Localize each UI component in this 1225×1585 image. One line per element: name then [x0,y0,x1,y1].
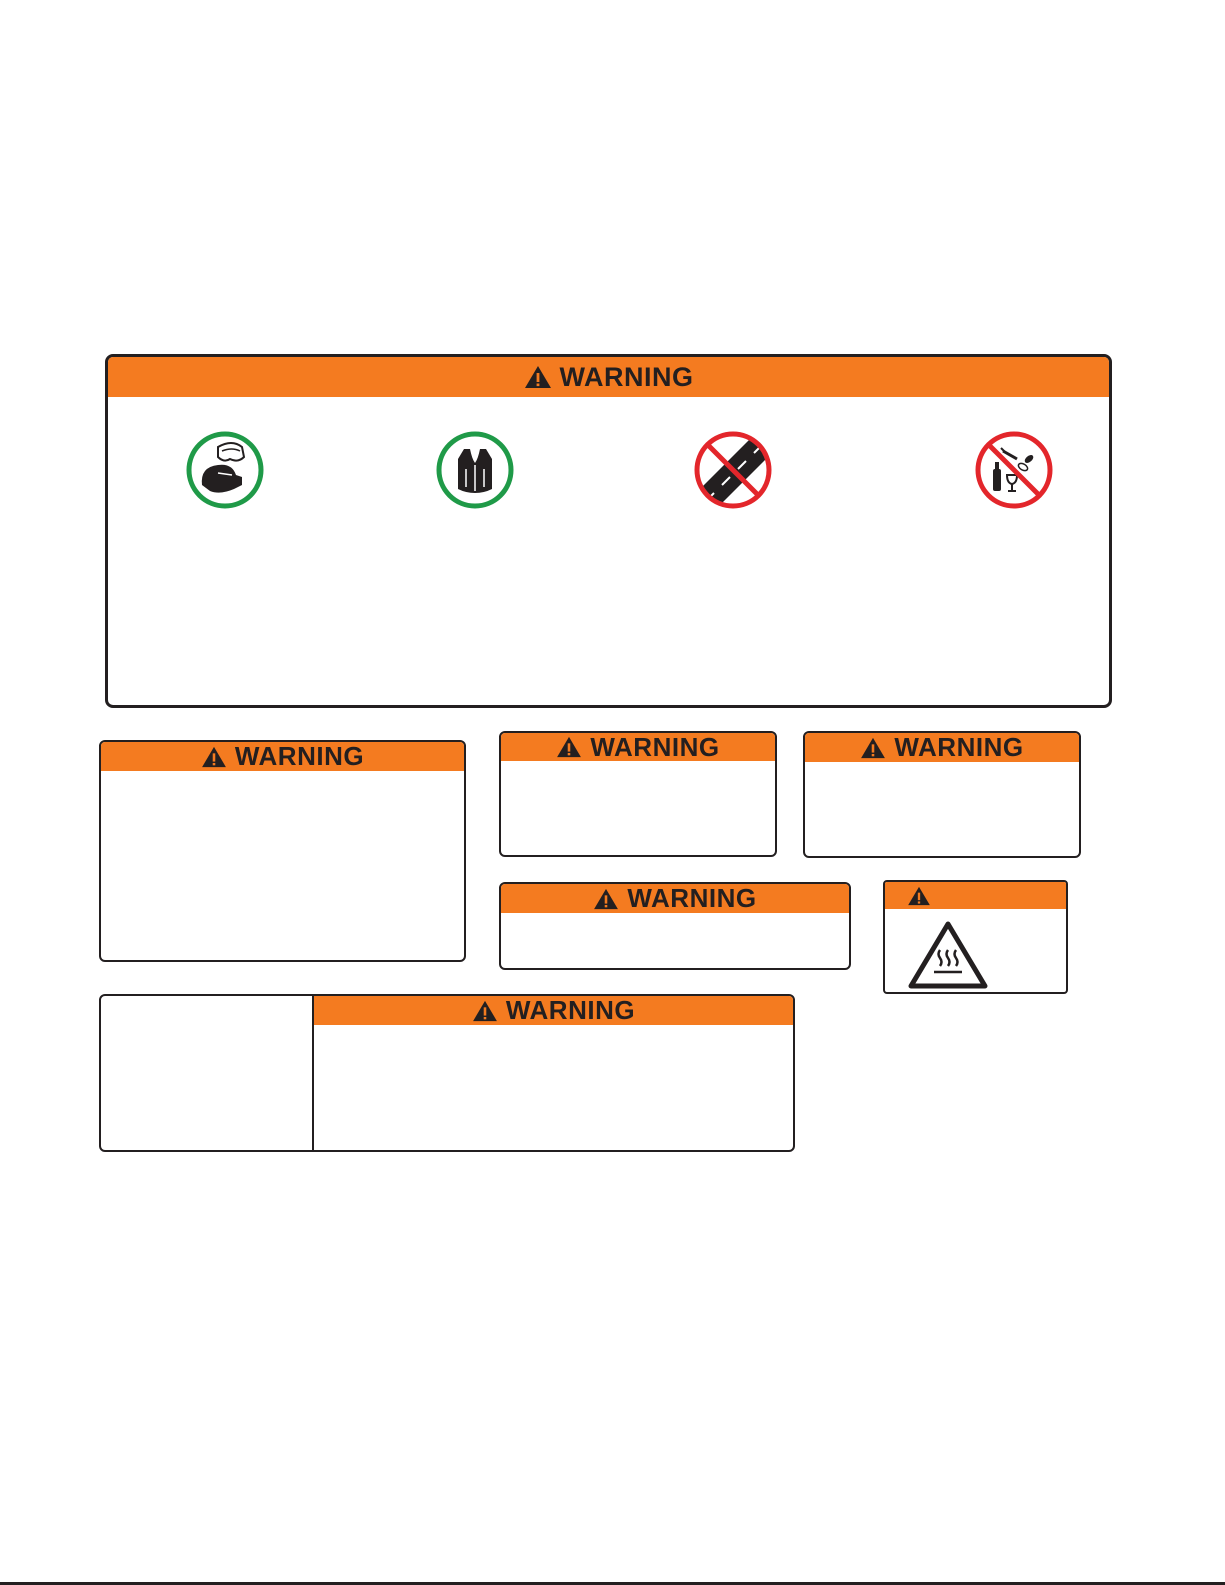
helmet-goggles-icon [184,429,266,511]
right-top-warning-signal-word: WARNING [894,732,1024,762]
no-drugs-alcohol-icon [973,429,1055,511]
main-warning-label [105,354,1112,708]
bottom-warning-signal-word: WARNING [505,995,636,1025]
left-warning-signal-word: WARNING [234,741,365,771]
warning-triangle-icon [907,886,931,906]
center-mid-warning-label [499,882,851,970]
hot-surface-label [883,880,1068,994]
hot-surface-header [885,882,1066,909]
right-top-warning-header [805,733,1079,762]
warning-triangle-icon [556,736,582,758]
center-mid-warning-signal-word: WARNING [627,883,757,913]
center-top-warning-label [499,731,777,857]
warning-triangle-icon [524,365,552,389]
left-warning-header [101,742,464,771]
warning-triangle-icon [593,888,619,910]
bottom-warning-header [314,996,793,1025]
center-mid-warning-header [501,884,849,913]
right-top-warning-label [803,731,1081,858]
warning-triangle-icon [201,746,227,768]
bottom-label-left-panel [101,996,314,1150]
protective-vest-icon [434,429,516,511]
center-top-warning-signal-word: WARNING [590,731,720,762]
no-paved-road-icon [692,429,774,511]
bottom-warning-label [99,994,795,1152]
left-warning-label [99,740,466,962]
warning-triangle-icon [472,1000,498,1022]
main-warning-header [108,357,1109,397]
center-top-warning-header [501,733,775,761]
warning-triangle-icon [860,737,886,759]
hot-surface-icon [907,920,989,990]
main-warning-signal-word: WARNING [559,361,694,392]
